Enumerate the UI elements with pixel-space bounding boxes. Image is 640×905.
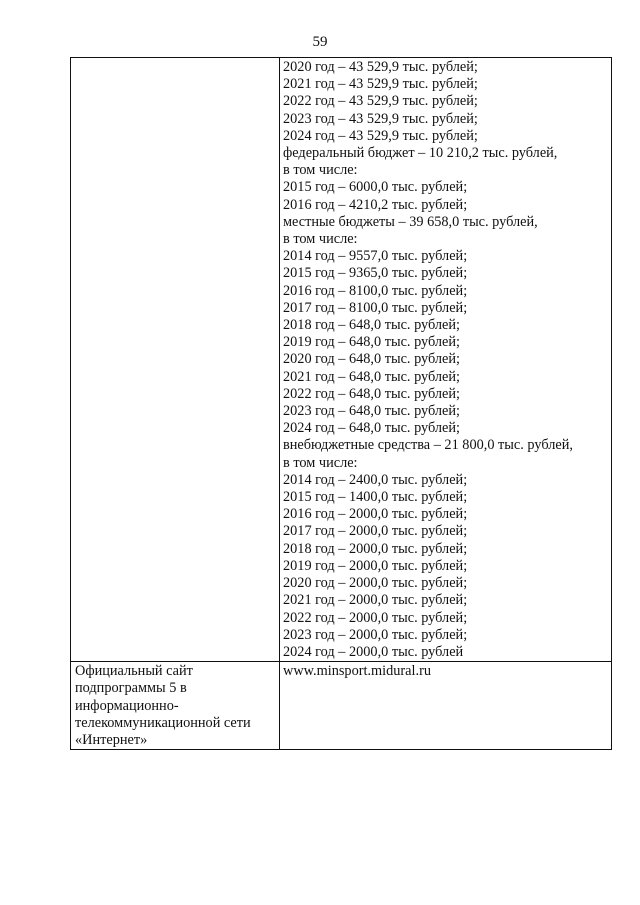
funding-line: 2023 год – 648,0 тыс. рублей; bbox=[283, 403, 461, 420]
funding-label-cell bbox=[71, 58, 280, 662]
website-label-line: телекоммуникационной сети bbox=[75, 714, 251, 731]
funding-line: 2018 год – 648,0 тыс. рублей; bbox=[283, 317, 461, 334]
website-label-line: Официальный сайт bbox=[75, 663, 193, 680]
funding-line: 2017 год – 8100,0 тыс. рублей; bbox=[283, 299, 468, 316]
funding-line: 2020 год – 648,0 тыс. рублей; bbox=[283, 351, 461, 368]
funding-line: 2024 год – 648,0 тыс. рублей; bbox=[283, 420, 461, 437]
funding-line: 2020 год – 2000,0 тыс. рублей; bbox=[283, 575, 468, 592]
funding-line: в том числе: bbox=[283, 454, 358, 471]
funding-line: в том числе: bbox=[283, 231, 358, 248]
funding-values-cell bbox=[280, 58, 612, 662]
funding-line: местные бюджеты – 39 658,0 тыс. рублей, bbox=[283, 213, 538, 230]
funding-line: 2020 год – 43 529,9 тыс. рублей; bbox=[283, 59, 478, 75]
funding-line: 2018 год – 2000,0 тыс. рублей; bbox=[283, 540, 468, 557]
website-label-line: «Интернет» bbox=[75, 731, 148, 748]
funding-line: 2016 год – 4210,2 тыс. рублей; bbox=[283, 196, 468, 213]
website-label-line: информационно- bbox=[75, 697, 179, 714]
funding-line: 2019 год – 2000,0 тыс. рублей; bbox=[283, 557, 468, 574]
funding-line: 2021 год – 2000,0 тыс. рублей; bbox=[283, 592, 468, 609]
funding-line: 2016 год – 2000,0 тыс. рублей; bbox=[283, 506, 468, 523]
funding-line: 2017 год – 2000,0 тыс. рублей; bbox=[283, 523, 468, 540]
funding-line: 2024 год – 2000,0 тыс. рублей bbox=[283, 643, 464, 660]
website-label-line: подпрограммы 5 в bbox=[75, 680, 187, 697]
funding-line: 2022 год – 2000,0 тыс. рублей; bbox=[283, 609, 468, 626]
page-number: 59 bbox=[312, 34, 328, 50]
funding-line: 2015 год – 6000,0 тыс. рублей; bbox=[283, 179, 468, 196]
funding-line: 2023 год – 43 529,9 тыс. рублей; bbox=[283, 110, 478, 127]
funding-line: 2019 год – 648,0 тыс. рублей; bbox=[283, 334, 461, 351]
funding-line: 2016 год – 8100,0 тыс. рублей; bbox=[283, 282, 468, 299]
funding-line: 2021 год – 43 529,9 тыс. рублей; bbox=[283, 76, 478, 93]
funding-line: внебюджетные средства – 21 800,0 тыс. рублей, bbox=[283, 437, 573, 454]
funding-line: 2015 год – 1400,0 тыс. рублей; bbox=[283, 489, 468, 506]
funding-line: 2022 год – 43 529,9 тыс. рублей; bbox=[283, 93, 478, 110]
table-row-website bbox=[71, 662, 612, 750]
funding-line: 2022 год – 648,0 тыс. рублей; bbox=[283, 385, 461, 402]
funding-line: 2014 год – 2400,0 тыс. рублей; bbox=[283, 471, 468, 488]
website-url-link[interactable]: www.minsport.midural.ru bbox=[283, 663, 431, 680]
funding-line: 2023 год – 2000,0 тыс. рублей; bbox=[283, 626, 468, 643]
funding-line: в том числе: bbox=[283, 162, 358, 179]
funding-line: 2015 год – 9365,0 тыс. рублей; bbox=[283, 265, 468, 282]
table-row-funding bbox=[71, 58, 612, 662]
website-label-cell bbox=[71, 662, 280, 750]
funding-line: 2024 год – 43 529,9 тыс. рублей; bbox=[283, 127, 478, 144]
funding-line: 2014 год – 9557,0 тыс. рублей; bbox=[283, 248, 468, 265]
website-url-cell bbox=[280, 662, 612, 750]
funding-line: федеральный бюджет – 10 210,2 тыс. рублей, bbox=[283, 145, 558, 162]
passport-table bbox=[70, 57, 612, 750]
funding-line: 2021 год – 648,0 тыс. рублей; bbox=[283, 368, 461, 385]
